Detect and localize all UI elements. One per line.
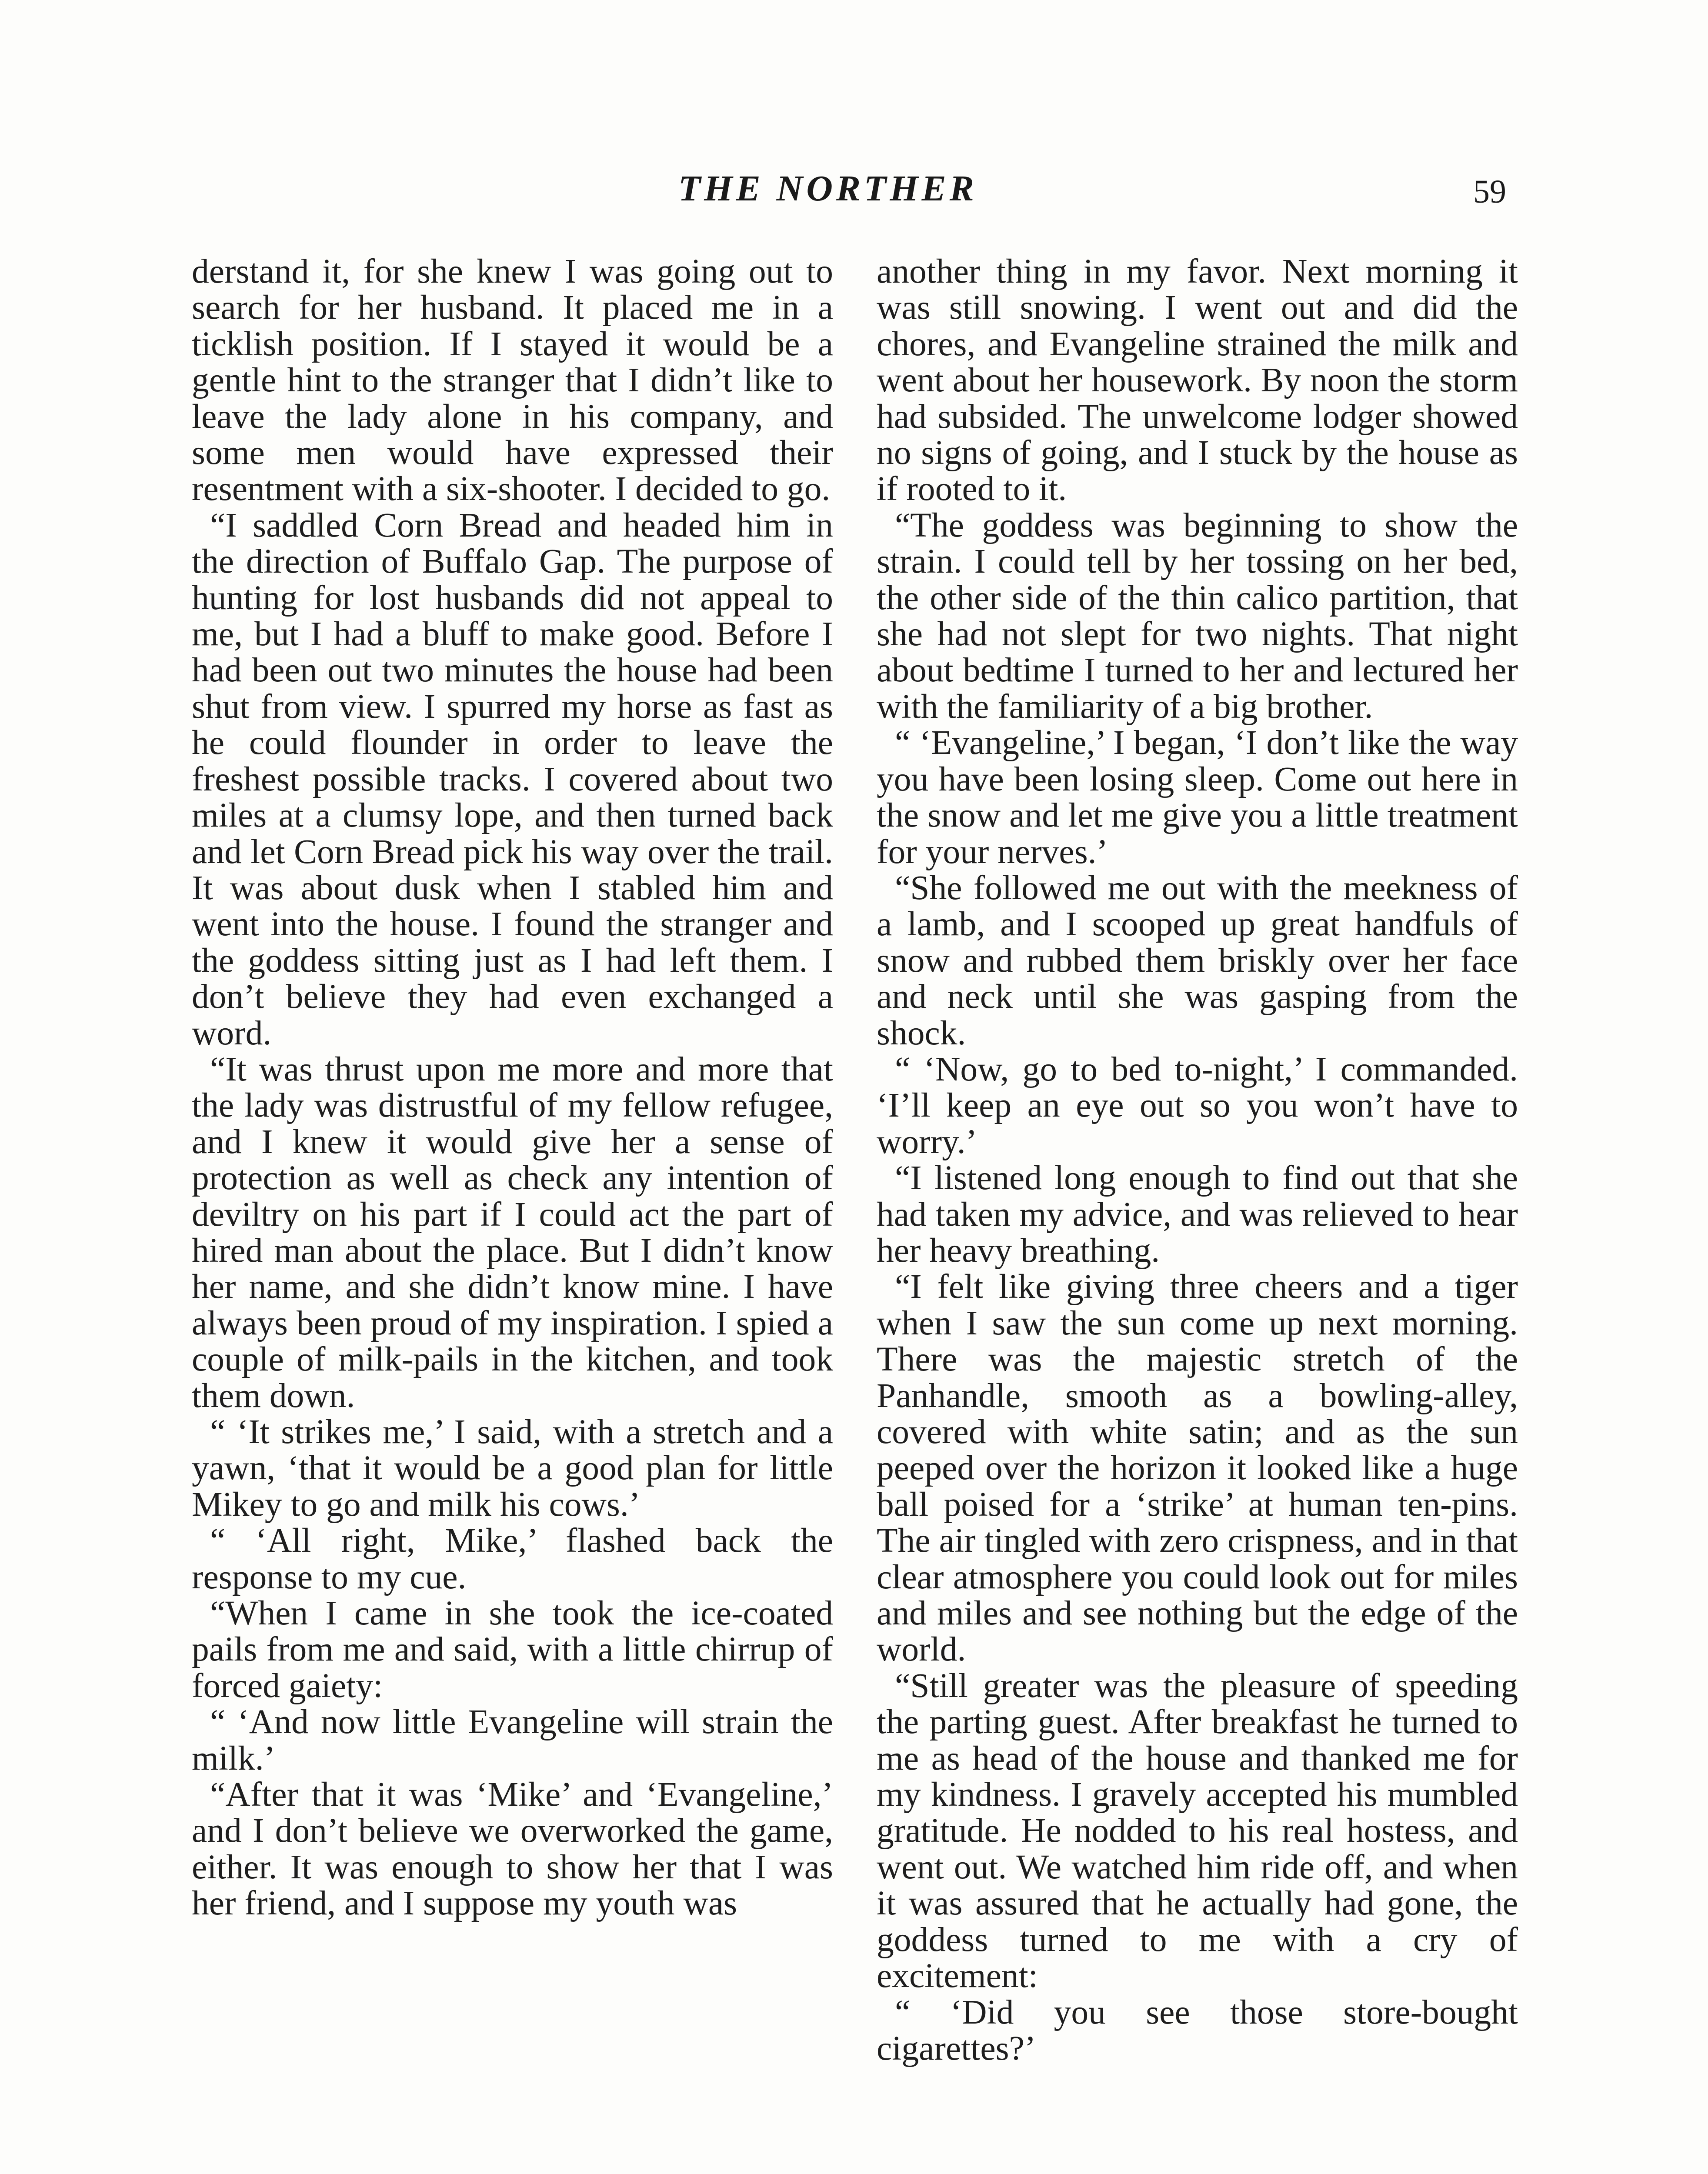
paragraph: another thing in my favor. Next morning it was still snowing. I went out and did the chores, and Evangeline strained the milk and went about her housework. By noon the storm had subsided. The unwelcome lodger showed no signs of going, and I stuck by the house as if rooted to it. [877, 252, 1518, 508]
paragraph: “ ‘It strikes me,’ I said, with a stretch and a yawn, ‘that it would be a good plan for little Mikey to go and milk his cows.’ [192, 1413, 833, 1524]
paragraph: “After that it was ‘Mike’ and ‘Evangeline,’ and I don’t believe we overworked the game, either. It was enough to show her that I was her friend, and I suppose my youth was [192, 1775, 833, 1923]
paragraph: “I felt like giving three cheers and a tiger when I saw the sun come up next morning. There was the majestic stretch of the Panhandle, smooth as a bowling-alley, covered with white satin; and as the sun peeped over the horizon it looked like a huge ball poised for a ‘strike’ at human ten-pins. The air tingled with zero crispness, and in that clear atmosphere you could look out for miles and miles and see nothing but the edge of the world. [877, 1267, 1518, 1669]
paragraph: “I listened long enough to find out that she had taken my advice, and was relieved to hear her heavy breathing. [877, 1159, 1518, 1270]
paragraph: “ ‘All right, Mike,’ flashed back the response to my cue. [192, 1521, 833, 1596]
running-title: THE NORTHER [678, 168, 977, 209]
paragraph: “It was thrust upon me more and more that the lady was distrustful of my fellow refugee, and I knew it would give her a sense of protection as well as check any intention of deviltry on his part if I could act the part of hired man about the place. But I didn’t know her name, and she didn’t know mine. I have always been proud of my inspiration. I spied a couple of milk-pails in the kitchen, and took them down. [192, 1050, 833, 1415]
paragraph: derstand it, for she knew I was going out to search for her husband. It placed me in a ticklish position. If I stayed it would be a gentle hint to the stranger that I didn’t like to leave the lady alone in his company, and some men would have expressed their resentment with a six-shooter. I decided to go. [192, 252, 833, 508]
page-number: 59 [1473, 173, 1506, 210]
left-column [192, 253, 833, 1922]
paragraph: “ ‘Evangeline,’ I began, ‘I don’t like the way you have been losing sleep. Come out here in the snow and let me give you a little treatment for your nerves.’ [877, 724, 1518, 871]
paragraph: “The goddess was beginning to show the strain. I could tell by her tossing on her bed, the other side of the thin calico partition, that she had not slept for two nights. That night about bedtime I turned to her and lectured her with the familiarity of a big brother. [877, 506, 1518, 726]
paragraph: “I saddled Corn Bread and headed him in the direction of Buffalo Gap. The purpose of hunting for lost husbands did not appeal to me, but I had a bluff to make good. Before I had been out two minutes the house had been shut from view. I spurred my horse as fast as he could flounder in order to leave the freshest possible tracks. I covered about two miles at a clumsy lope, and then turned back and let Corn Bread pick his way over the trail. It was about dusk when I stabled him and went into the house. I found the stranger and the goddess sitting just as I had left them. I don’t believe they had even exchanged a word. [192, 506, 833, 1052]
right-column [877, 253, 1518, 2067]
paragraph: “ ‘Now, go to bed to-night,’ I commanded. ‘I’ll keep an eye out so you won’t have to worry.’ [877, 1050, 1518, 1161]
paragraph: “ ‘Did you see those store-bought cigarettes?’ [877, 1993, 1518, 2067]
paragraph: “When I came in she took the ice-coated pails from me and said, with a little chirrup of forced gaiety: [192, 1594, 833, 1705]
paragraph: “ ‘And now little Evangeline will strain the milk.’ [192, 1703, 833, 1777]
paragraph: “Still greater was the pleasure of speeding the parting guest. After breakfast he turned to me as head of the house and thanked me for my kindness. I gravely accepted his mumbled gratitude. He nodded to his real hostess, and went out. We watched him ride off, and when it was assured that he actually had gone, the goddess turned to me with a cry of excitement: [877, 1666, 1518, 1995]
paragraph: “She followed me out with the meekness of a lamb, and I scooped up great handfuls of snow and rubbed them briskly over her face and neck until she was gasping from the shock. [877, 868, 1518, 1052]
